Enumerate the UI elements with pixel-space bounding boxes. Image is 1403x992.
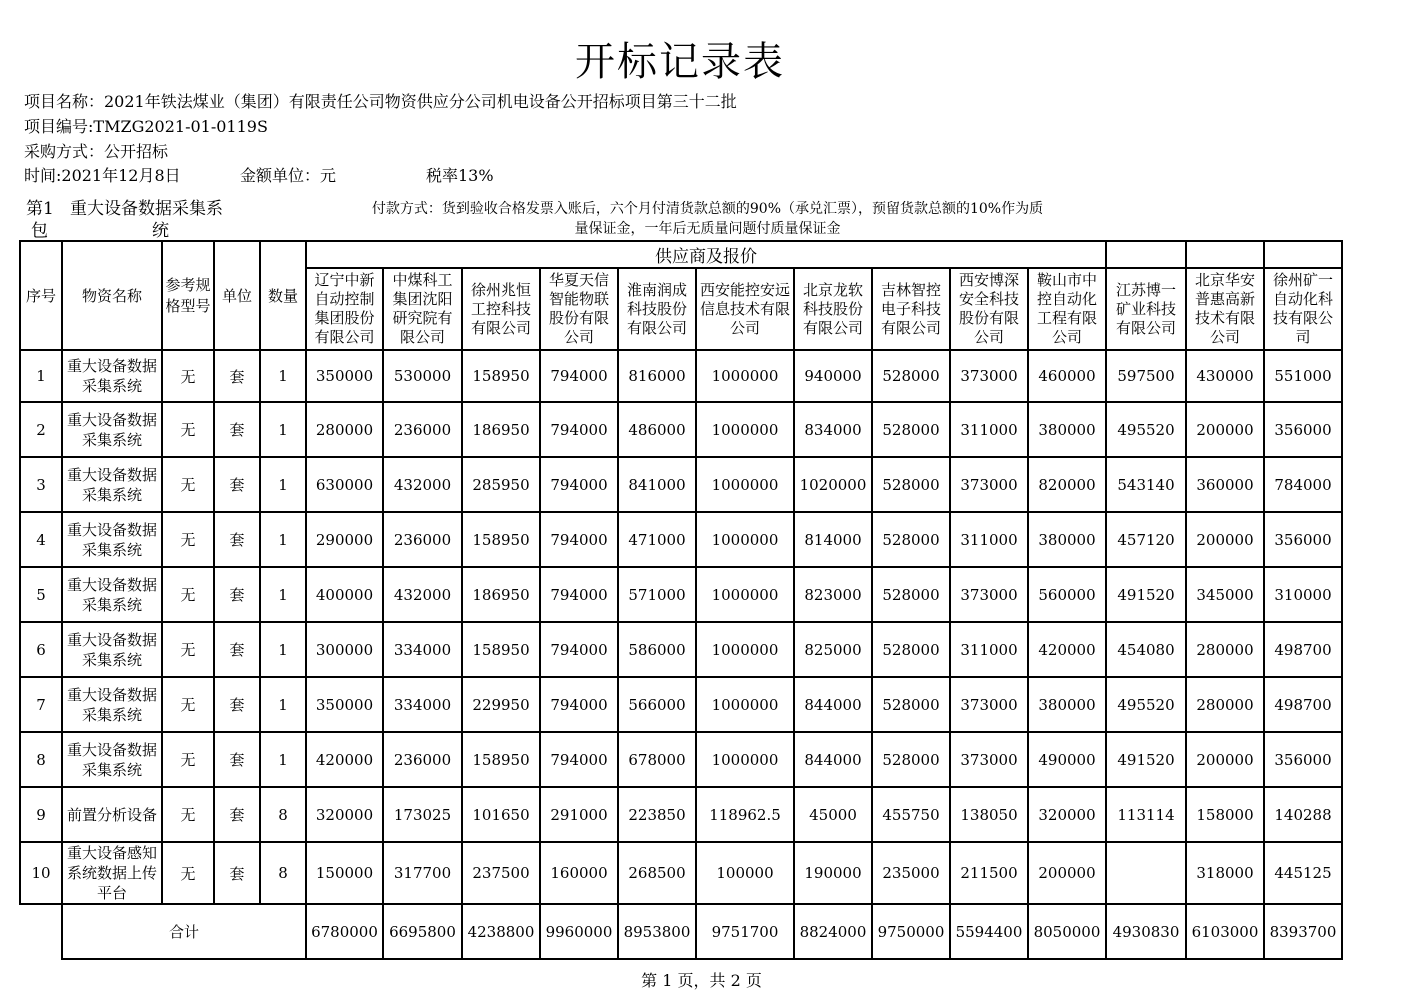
price-cell: 200000 bbox=[1186, 512, 1264, 567]
price-cell: 360000 bbox=[1186, 457, 1264, 512]
price-cell: 794000 bbox=[540, 350, 618, 402]
row-spec: 无 bbox=[162, 567, 214, 622]
price-cell: 173025 bbox=[383, 787, 462, 842]
price-cell: 237500 bbox=[462, 842, 540, 904]
price-cell: 814000 bbox=[794, 512, 872, 567]
row-quantity: 1 bbox=[260, 732, 306, 787]
price-cell: 543140 bbox=[1106, 457, 1186, 512]
price-cell: 373000 bbox=[950, 732, 1028, 787]
row-spec: 无 bbox=[162, 457, 214, 512]
price-cell: 454080 bbox=[1106, 622, 1186, 677]
price-cell: 1000000 bbox=[696, 677, 794, 732]
price-cell: 236000 bbox=[383, 512, 462, 567]
price-cell: 490000 bbox=[1028, 732, 1106, 787]
row-index: 7 bbox=[20, 677, 62, 732]
price-cell: 794000 bbox=[540, 677, 618, 732]
price-cell: 794000 bbox=[540, 457, 618, 512]
totals-label: 合计 bbox=[62, 904, 306, 959]
price-cell: 432000 bbox=[383, 457, 462, 512]
price-cell: 498700 bbox=[1264, 622, 1342, 677]
header-supplier-5: 淮南润成科技股份有限公司 bbox=[618, 268, 696, 350]
price-cell: 356000 bbox=[1264, 512, 1342, 567]
price-cell: 229950 bbox=[462, 677, 540, 732]
total-cell: 9751700 bbox=[696, 904, 794, 959]
price-cell: 432000 bbox=[383, 567, 462, 622]
price-cell: 1000000 bbox=[696, 402, 794, 457]
price-cell: 495520 bbox=[1106, 677, 1186, 732]
price-cell: 318000 bbox=[1186, 842, 1264, 904]
header-group-cell-12 bbox=[1186, 241, 1264, 268]
price-cell: 211500 bbox=[950, 842, 1028, 904]
total-cell: 8050000 bbox=[1028, 904, 1106, 959]
payment-terms-line1: 付款方式：货到验收合格发票入账后，六个月付清货款总额的90%（承兑汇票），预留货款总额的10%作为质 bbox=[371, 201, 1044, 217]
price-cell: 345000 bbox=[1186, 567, 1264, 622]
price-cell: 528000 bbox=[872, 512, 950, 567]
row-unit: 套 bbox=[214, 457, 260, 512]
price-cell: 311000 bbox=[950, 622, 1028, 677]
price-cell: 794000 bbox=[540, 622, 618, 677]
row-spec: 无 bbox=[162, 677, 214, 732]
header-supplier-11: 江苏博一矿业科技有限公司 bbox=[1106, 268, 1186, 350]
price-cell: 235000 bbox=[872, 842, 950, 904]
price-cell: 118962.5 bbox=[696, 787, 794, 842]
header-index: 序号 bbox=[20, 241, 62, 350]
price-cell: 571000 bbox=[618, 567, 696, 622]
row-unit: 套 bbox=[214, 567, 260, 622]
price-cell: 320000 bbox=[1028, 787, 1106, 842]
total-cell: 4930830 bbox=[1106, 904, 1186, 959]
price-cell: 586000 bbox=[618, 622, 696, 677]
price-cell: 158950 bbox=[462, 350, 540, 402]
total-cell: 9750000 bbox=[872, 904, 950, 959]
header-spec: 参考规格型号 bbox=[162, 241, 214, 350]
price-cell: 498700 bbox=[1264, 677, 1342, 732]
price-cell: 320000 bbox=[306, 787, 383, 842]
price-cell: 268500 bbox=[618, 842, 696, 904]
price-cell: 300000 bbox=[306, 622, 383, 677]
row-item-name: 重大设备数据采集系统 bbox=[62, 350, 162, 402]
row-item-name: 重大设备数据采集系统 bbox=[62, 732, 162, 787]
total-cell: 8393700 bbox=[1264, 904, 1342, 959]
table-row bbox=[20, 787, 1342, 842]
header-group-cell-11 bbox=[1106, 241, 1186, 268]
total-cell: 6695800 bbox=[383, 904, 462, 959]
total-cell: 8953800 bbox=[618, 904, 696, 959]
bid-time: 时间:2021年12月8日 bbox=[24, 166, 181, 185]
row-index: 10 bbox=[20, 842, 62, 904]
price-cell: 158950 bbox=[462, 512, 540, 567]
table-row bbox=[20, 402, 1342, 457]
price-cell: 460000 bbox=[1028, 350, 1106, 402]
currency-unit: 金额单位：元 bbox=[240, 166, 337, 185]
row-index: 2 bbox=[20, 402, 62, 457]
price-cell: 290000 bbox=[306, 512, 383, 567]
price-cell: 380000 bbox=[1028, 402, 1106, 457]
total-cell: 6103000 bbox=[1186, 904, 1264, 959]
price-cell: 560000 bbox=[1028, 567, 1106, 622]
price-cell: 486000 bbox=[618, 402, 696, 457]
row-index: 1 bbox=[20, 350, 62, 402]
row-item-name: 重大设备数据采集系统 bbox=[62, 457, 162, 512]
totals-row bbox=[20, 904, 1342, 959]
price-cell: 528000 bbox=[872, 457, 950, 512]
table-row bbox=[20, 350, 1342, 402]
row-index: 3 bbox=[20, 457, 62, 512]
price-cell: 291000 bbox=[540, 787, 618, 842]
table-row bbox=[20, 622, 1342, 677]
table-row bbox=[20, 842, 1342, 904]
row-item-name: 重大设备数据采集系统 bbox=[62, 512, 162, 567]
table-row bbox=[20, 732, 1342, 787]
price-cell: 457120 bbox=[1106, 512, 1186, 567]
price-cell: 334000 bbox=[383, 622, 462, 677]
price-cell: 1020000 bbox=[794, 457, 872, 512]
header-supplier-6: 西安能控安远信息技术有限公司 bbox=[696, 268, 794, 350]
row-quantity: 8 bbox=[260, 842, 306, 904]
price-cell: 334000 bbox=[383, 677, 462, 732]
price-cell: 373000 bbox=[950, 677, 1028, 732]
tax-rate: 税率13% bbox=[426, 166, 494, 185]
price-cell: 101650 bbox=[462, 787, 540, 842]
header-unit: 单位 bbox=[214, 241, 260, 350]
row-index: 5 bbox=[20, 567, 62, 622]
row-unit: 套 bbox=[214, 677, 260, 732]
price-cell bbox=[1106, 842, 1186, 904]
price-cell: 530000 bbox=[383, 350, 462, 402]
header-supplier-12: 北京华安普惠高新技术有限公司 bbox=[1186, 268, 1264, 350]
row-quantity: 1 bbox=[260, 512, 306, 567]
price-cell: 445125 bbox=[1264, 842, 1342, 904]
table-row bbox=[20, 567, 1342, 622]
price-cell: 350000 bbox=[306, 677, 383, 732]
row-item-name: 重大设备数据采集系统 bbox=[62, 677, 162, 732]
payment-terms-line2: 量保证金，一年后无质量问题付质量保证金 bbox=[574, 221, 841, 237]
row-quantity: 1 bbox=[260, 457, 306, 512]
header-group-cell-13 bbox=[1264, 241, 1342, 268]
project-name: 项目名称：2021年铁法煤业（集团）有限责任公司物资供应分公司机电设备公开招标项目第三十二批 bbox=[24, 92, 737, 111]
package-name-suffix: 统 bbox=[152, 221, 169, 241]
price-cell: 491520 bbox=[1106, 567, 1186, 622]
project-number: 项目编号:TMZG2021-01-0119S bbox=[24, 117, 268, 136]
price-cell: 420000 bbox=[306, 732, 383, 787]
price-cell: 825000 bbox=[794, 622, 872, 677]
price-cell: 597500 bbox=[1106, 350, 1186, 402]
row-quantity: 8 bbox=[260, 787, 306, 842]
row-item-name: 重大设备数据采集系统 bbox=[62, 622, 162, 677]
price-cell: 630000 bbox=[306, 457, 383, 512]
row-quantity: 1 bbox=[260, 350, 306, 402]
row-spec: 无 bbox=[162, 622, 214, 677]
price-cell: 186950 bbox=[462, 402, 540, 457]
row-spec: 无 bbox=[162, 512, 214, 567]
price-cell: 311000 bbox=[950, 512, 1028, 567]
price-cell: 280000 bbox=[1186, 622, 1264, 677]
header-supplier-2: 中煤科工集团沈阳研究院有限公司 bbox=[383, 268, 462, 350]
row-unit: 套 bbox=[214, 350, 260, 402]
row-spec: 无 bbox=[162, 842, 214, 904]
table-row bbox=[20, 457, 1342, 512]
row-unit: 套 bbox=[214, 787, 260, 842]
table-row bbox=[20, 677, 1342, 732]
row-unit: 套 bbox=[214, 402, 260, 457]
price-cell: 794000 bbox=[540, 732, 618, 787]
price-cell: 794000 bbox=[540, 402, 618, 457]
price-cell: 158950 bbox=[462, 732, 540, 787]
price-cell: 310000 bbox=[1264, 567, 1342, 622]
price-cell: 285950 bbox=[462, 457, 540, 512]
package-number: 第1 bbox=[26, 199, 54, 219]
price-cell: 160000 bbox=[540, 842, 618, 904]
row-item-name: 重大设备感知系统数据上传平台 bbox=[62, 842, 162, 904]
row-spec: 无 bbox=[162, 787, 214, 842]
header-supplier-7: 北京龙软科技股份有限公司 bbox=[794, 268, 872, 350]
price-cell: 1000000 bbox=[696, 512, 794, 567]
row-quantity: 1 bbox=[260, 622, 306, 677]
price-cell: 356000 bbox=[1264, 402, 1342, 457]
row-unit: 套 bbox=[214, 512, 260, 567]
price-cell: 223850 bbox=[618, 787, 696, 842]
price-cell: 356000 bbox=[1264, 732, 1342, 787]
price-cell: 373000 bbox=[950, 457, 1028, 512]
price-cell: 200000 bbox=[1186, 402, 1264, 457]
header-quantity: 数量 bbox=[260, 241, 306, 350]
price-cell: 420000 bbox=[1028, 622, 1106, 677]
price-cell: 844000 bbox=[794, 732, 872, 787]
price-cell: 528000 bbox=[872, 350, 950, 402]
header-supplier-4: 华夏天信智能物联股份有限公司 bbox=[540, 268, 618, 350]
header-supplier-1: 辽宁中新自动控制集团股份有限公司 bbox=[306, 268, 383, 350]
header-supplier-13: 徐州矿一自动化科技有限公司 bbox=[1264, 268, 1342, 350]
price-cell: 350000 bbox=[306, 350, 383, 402]
price-cell: 820000 bbox=[1028, 457, 1106, 512]
row-unit: 套 bbox=[214, 842, 260, 904]
price-cell: 150000 bbox=[306, 842, 383, 904]
page-title: 开标记录表 bbox=[575, 39, 785, 85]
total-cell: 9960000 bbox=[540, 904, 618, 959]
price-cell: 380000 bbox=[1028, 677, 1106, 732]
total-cell: 6780000 bbox=[306, 904, 383, 959]
package-name: 重大设备数据采集系 bbox=[70, 199, 223, 219]
price-cell: 834000 bbox=[794, 402, 872, 457]
price-cell: 794000 bbox=[540, 567, 618, 622]
price-cell: 373000 bbox=[950, 567, 1028, 622]
price-cell: 138050 bbox=[950, 787, 1028, 842]
page-footer: 第 1 页，共 2 页 bbox=[641, 971, 762, 990]
row-quantity: 1 bbox=[260, 677, 306, 732]
row-item-name: 前置分析设备 bbox=[62, 787, 162, 842]
bid-table bbox=[19, 240, 1343, 960]
price-cell: 678000 bbox=[618, 732, 696, 787]
price-cell: 551000 bbox=[1264, 350, 1342, 402]
row-quantity: 1 bbox=[260, 402, 306, 457]
price-cell: 100000 bbox=[696, 842, 794, 904]
price-cell: 816000 bbox=[618, 350, 696, 402]
row-spec: 无 bbox=[162, 402, 214, 457]
price-cell: 1000000 bbox=[696, 732, 794, 787]
price-cell: 491520 bbox=[1106, 732, 1186, 787]
total-cell: 4238800 bbox=[462, 904, 540, 959]
price-cell: 430000 bbox=[1186, 350, 1264, 402]
price-cell: 280000 bbox=[1186, 677, 1264, 732]
price-cell: 495520 bbox=[1106, 402, 1186, 457]
header-supplier-8: 吉林智控电子科技有限公司 bbox=[872, 268, 950, 350]
total-cell: 5594400 bbox=[950, 904, 1028, 959]
header-supplier-10: 鞍山市中控自动化工程有限公司 bbox=[1028, 268, 1106, 350]
price-cell: 1000000 bbox=[696, 567, 794, 622]
header-suppliers-group: 供应商及报价 bbox=[306, 241, 1106, 268]
price-cell: 844000 bbox=[794, 677, 872, 732]
row-item-name: 重大设备数据采集系统 bbox=[62, 567, 162, 622]
price-cell: 113114 bbox=[1106, 787, 1186, 842]
price-cell: 1000000 bbox=[696, 350, 794, 402]
price-cell: 236000 bbox=[383, 402, 462, 457]
price-cell: 794000 bbox=[540, 512, 618, 567]
totals-blank-cell bbox=[20, 904, 62, 959]
price-cell: 455750 bbox=[872, 787, 950, 842]
row-index: 9 bbox=[20, 787, 62, 842]
price-cell: 158950 bbox=[462, 622, 540, 677]
header-supplier-9: 西安博深安全科技股份有限公司 bbox=[950, 268, 1028, 350]
price-cell: 317700 bbox=[383, 842, 462, 904]
row-index: 8 bbox=[20, 732, 62, 787]
price-cell: 158000 bbox=[1186, 787, 1264, 842]
row-item-name: 重大设备数据采集系统 bbox=[62, 402, 162, 457]
price-cell: 140288 bbox=[1264, 787, 1342, 842]
price-cell: 528000 bbox=[872, 567, 950, 622]
price-cell: 190000 bbox=[794, 842, 872, 904]
row-unit: 套 bbox=[214, 732, 260, 787]
price-cell: 186950 bbox=[462, 567, 540, 622]
table-row bbox=[20, 512, 1342, 567]
price-cell: 528000 bbox=[872, 732, 950, 787]
price-cell: 280000 bbox=[306, 402, 383, 457]
row-unit: 套 bbox=[214, 622, 260, 677]
row-index: 4 bbox=[20, 512, 62, 567]
price-cell: 1000000 bbox=[696, 457, 794, 512]
row-spec: 无 bbox=[162, 350, 214, 402]
row-quantity: 1 bbox=[260, 567, 306, 622]
price-cell: 823000 bbox=[794, 567, 872, 622]
price-cell: 566000 bbox=[618, 677, 696, 732]
price-cell: 380000 bbox=[1028, 512, 1106, 567]
price-cell: 200000 bbox=[1186, 732, 1264, 787]
price-cell: 1000000 bbox=[696, 622, 794, 677]
price-cell: 528000 bbox=[872, 677, 950, 732]
price-cell: 236000 bbox=[383, 732, 462, 787]
price-cell: 528000 bbox=[872, 622, 950, 677]
total-cell: 8824000 bbox=[794, 904, 872, 959]
purchase-method: 采购方式：公开招标 bbox=[24, 142, 169, 161]
price-cell: 940000 bbox=[794, 350, 872, 402]
price-cell: 45000 bbox=[794, 787, 872, 842]
price-cell: 400000 bbox=[306, 567, 383, 622]
row-index: 6 bbox=[20, 622, 62, 677]
price-cell: 528000 bbox=[872, 402, 950, 457]
price-cell: 841000 bbox=[618, 457, 696, 512]
header-supplier-3: 徐州兆恒工控科技有限公司 bbox=[462, 268, 540, 350]
package-number-suffix: 包 bbox=[31, 221, 48, 241]
price-cell: 471000 bbox=[618, 512, 696, 567]
price-cell: 784000 bbox=[1264, 457, 1342, 512]
row-spec: 无 bbox=[162, 732, 214, 787]
price-cell: 373000 bbox=[950, 350, 1028, 402]
price-cell: 311000 bbox=[950, 402, 1028, 457]
price-cell: 200000 bbox=[1028, 842, 1106, 904]
payment-terms bbox=[310, 199, 1105, 239]
header-name: 物资名称 bbox=[62, 241, 162, 350]
